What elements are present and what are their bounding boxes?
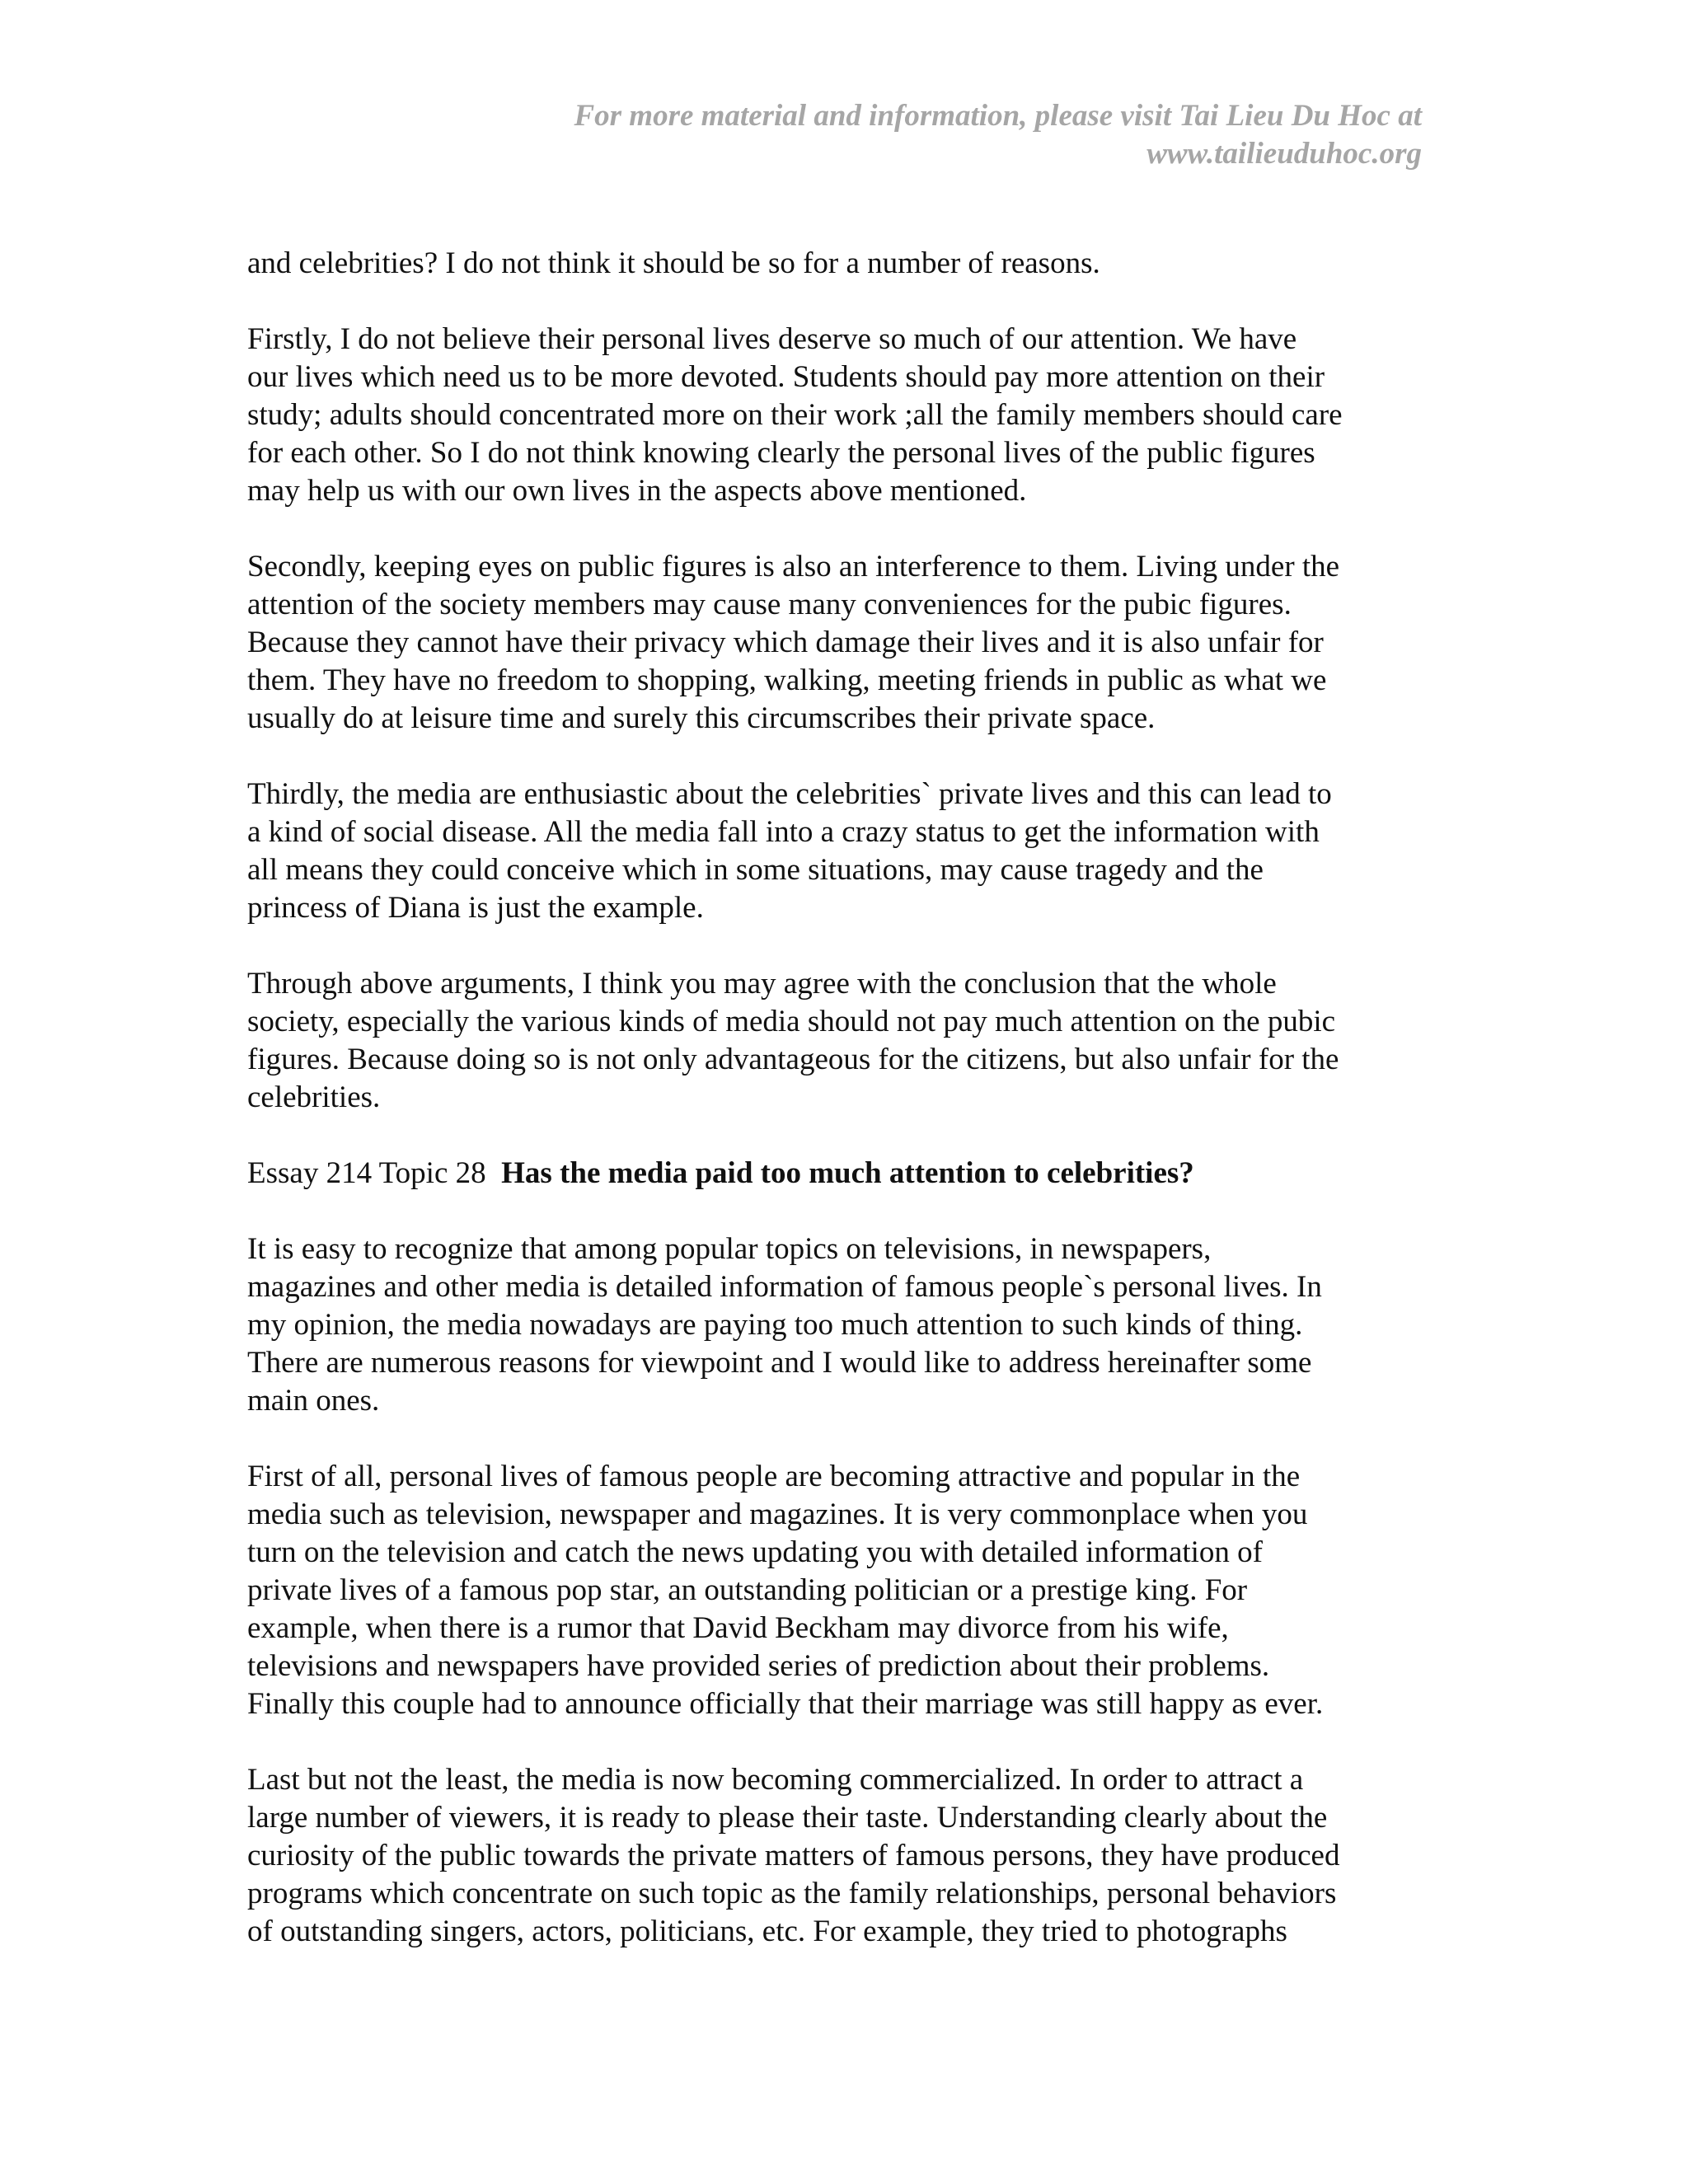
paragraph-line: Because they cannot have their privacy which damage their lives and it is also unfair for <box>247 626 1324 659</box>
header-line-2: www.tailieuduhoc.org <box>1146 137 1422 171</box>
paragraph-line: a kind of social disease. All the media fall into a crazy status to get the information with <box>247 815 1320 849</box>
paragraph <box>247 776 1434 927</box>
paragraph-line: It is easy to recognize that among popular topics on televisions, in newspapers, <box>247 1232 1212 1266</box>
paragraph-line: First of all, personal lives of famous people are becoming attractive and popular in the <box>247 1460 1301 1493</box>
paragraph <box>247 965 1434 1117</box>
paragraph-line: curiosity of the public towards the private matters of famous persons, they have produced <box>247 1839 1340 1872</box>
paragraph-line: Firstly, I do not believe their personal lives deserve so much of our attention. We have <box>247 322 1297 356</box>
paragraph-line: princess of Diana is just the example. <box>247 891 704 925</box>
paragraph-line: Finally this couple had to announce officially that their marriage was still happy as ever. <box>247 1687 1324 1721</box>
paragraph-line: example, when there is a rumor that David Beckham may divorce from his wife, <box>247 1611 1229 1645</box>
paragraph-line: society, especially the various kinds of media should not pay much attention on the pubic <box>247 1005 1336 1038</box>
paragraph-line: for each other. So I do not think knowing clearly the personal lives of the public figures <box>247 436 1315 470</box>
paragraph-line: them. They have no freedom to shopping, walking, meeting friends in public as what we <box>247 663 1327 697</box>
page-header <box>247 97 1422 173</box>
paragraph-line: Thirdly, the media are enthusiastic about the celebrities` private lives and this can lead to <box>247 777 1332 811</box>
paragraph-line: our lives which need us to be more devoted. Students should pay more attention on their <box>247 360 1325 394</box>
paragraph-line: usually do at leisure time and surely this circumscribes their private space. <box>247 701 1156 735</box>
paragraph-line: magazines and other media is detailed information of famous people`s personal lives. In <box>247 1270 1322 1304</box>
essay-heading-prefix: Essay 214 Topic 28 <box>247 1156 502 1190</box>
paragraph-line: televisions and newspapers have provided series of prediction about their problems. <box>247 1649 1270 1683</box>
header-line-1: For more material and information, please visit Tai Lieu Du Hoc at <box>574 99 1422 133</box>
paragraph-line: turn on the television and catch the news updating you with detailed information of <box>247 1535 1264 1569</box>
paragraph-line: celebrities. <box>247 1080 381 1114</box>
paragraph <box>247 245 1434 283</box>
paragraph-line: main ones. <box>247 1384 380 1418</box>
essay-part-2 <box>247 1230 1434 1951</box>
paragraph-line: media such as television, newspaper and magazines. It is very commonplace when you <box>247 1497 1308 1531</box>
paragraph-line: Secondly, keeping eyes on public figures is also an interference to them. Living under the <box>247 550 1340 583</box>
paragraph <box>247 1761 1434 1951</box>
paragraph-line: of outstanding singers, actors, politicians, etc. For example, they tried to photographs <box>247 1915 1287 1948</box>
paragraph-line: figures. Because doing so is not only advantageous for the citizens, but also unfair for the <box>247 1043 1339 1076</box>
paragraph <box>247 1230 1434 1420</box>
paragraph-line: Last but not the least, the media is now becoming commercialized. In order to attract a <box>247 1763 1304 1797</box>
paragraph <box>247 548 1434 738</box>
essay-heading <box>247 1155 1434 1193</box>
paragraph-line: attention of the society members may cause many conveniences for the pubic figures. <box>247 588 1292 621</box>
essay-part-1 <box>247 245 1434 1117</box>
paragraph-line: private lives of a famous pop star, an outstanding politician or a prestige king. For <box>247 1573 1248 1607</box>
paragraph-line: and celebrities? I do not think it should be so for a number of reasons. <box>247 246 1100 280</box>
essay-heading-title: Has the media paid too much attention to celebrities? <box>501 1156 1194 1190</box>
paragraph-line: may help us with our own lives in the aspects above mentioned. <box>247 474 1027 508</box>
document-body <box>247 245 1434 1951</box>
paragraph-line: all means they could conceive which in some situations, may cause tragedy and the <box>247 853 1264 887</box>
paragraph <box>247 321 1434 510</box>
paragraph <box>247 1458 1434 1723</box>
paragraph-line: my opinion, the media nowadays are paying too much attention to such kinds of thing. <box>247 1308 1303 1342</box>
paragraph-line: There are numerous reasons for viewpoint and I would like to address hereinafter some <box>247 1346 1312 1380</box>
paragraph-line: large number of viewers, it is ready to please their taste. Understanding clearly about the <box>247 1801 1328 1835</box>
paragraph-line: study; adults should concentrated more on their work ;all the family members should care <box>247 398 1343 432</box>
paragraph-line: programs which concentrate on such topic as the family relationships, personal behaviors <box>247 1877 1337 1910</box>
paragraph-line: Through above arguments, I think you may agree with the conclusion that the whole <box>247 967 1277 1001</box>
